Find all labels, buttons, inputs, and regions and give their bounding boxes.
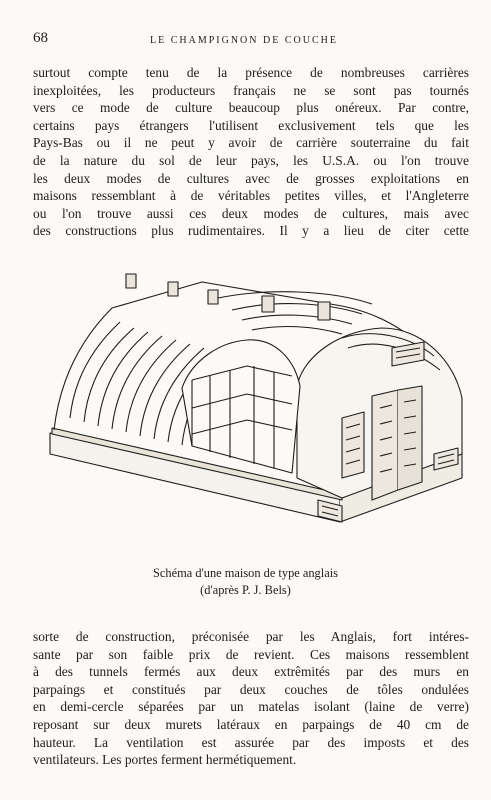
text-line: sorte de construction, préconisée par les Anglais, fort intéres-: [33, 629, 469, 644]
running-head: LE CHAMPIGNON DE COUCHE: [150, 35, 338, 46]
text-line: à des tunnels fermés aux deux extrêmités par des murs en: [33, 664, 469, 680]
text-line: ou l'on trouve aussi ces deux modes de cultures, mais avec: [33, 205, 469, 221]
figure-caption-credit: (d'après P. J. Bels): [200, 583, 291, 597]
page-number: 68: [33, 30, 48, 46]
text-line: ventilateurs. Les portes ferment hermétiquement.: [33, 752, 297, 768]
text-line: vers ce mode de culture beaucoup plus onéreux. Par contre,: [33, 100, 469, 116]
text-line: Pays-Bas ou il ne peut y avoir de carrière souterraine du fait: [33, 135, 469, 151]
text-line: surtout compte tenu de la présence de nombreuses carrières: [33, 65, 469, 80]
paragraph-bottom: [33, 628, 469, 769]
text-line: maisons ressemblant à de véritables petites villes, et l'Angleterre: [33, 188, 469, 204]
text-line: sante par son faible prix de revient. Ces maisons ressemblent: [33, 646, 469, 662]
text-line: hauteur. La ventilation est assurée par des imposts et des: [33, 734, 469, 750]
paragraph-top: [33, 64, 469, 240]
text-line: les deux modes de cultures avec de grosses exploitations en: [33, 170, 469, 186]
figure-caption: Schéma d'une maison de type anglais: [153, 566, 338, 580]
text-line: reposant sur deux murets latéraux en parpaings de 40 cm de: [33, 716, 469, 732]
text-line: parpaings et constitués par deux couches de tôles ondulées: [33, 681, 469, 697]
text-line: certains pays étrangers l'utilisent exclusivement tels que les: [33, 117, 469, 133]
text-line: de la nature du sol de leur pays, les U.S.A. ou l'on trouve: [33, 152, 469, 168]
text-line: en demi-cercle séparées par un matelas isolant (laine de verre): [33, 699, 469, 715]
text-line: des constructions plus rudimentaires. Il y a lieu de citer cette: [33, 223, 469, 239]
text-line: inexploitées, les producteurs français ne se sont pas tournés: [33, 82, 469, 98]
mushroom-house-illustration: [42, 268, 474, 558]
